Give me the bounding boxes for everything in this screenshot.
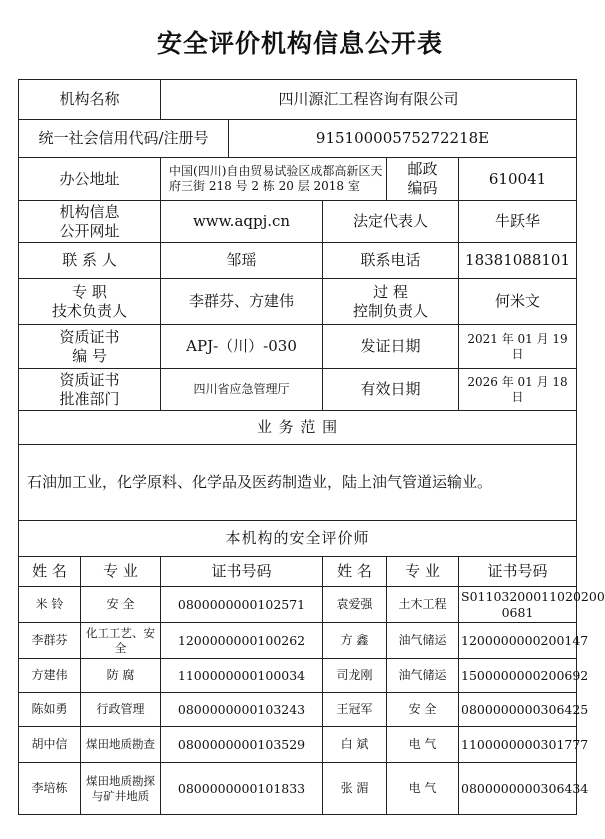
tech-lead-label-line-2: 技术负责人 bbox=[52, 301, 128, 320]
assessor-cert: 0800000000306425 bbox=[459, 693, 577, 727]
assessor-major: 油气储运 bbox=[387, 659, 459, 693]
contact-label: 联 系 人 bbox=[19, 243, 161, 279]
approve-dept-value: 四川省应急管理厅 bbox=[161, 369, 323, 411]
col-header-major-left: 专 业 bbox=[81, 557, 161, 587]
table-row bbox=[19, 659, 577, 693]
assessor-major: 煤田地质勘探与矿井地质 bbox=[81, 763, 161, 815]
legal-rep-value: 牛跃华 bbox=[459, 201, 577, 243]
process-lead-label bbox=[323, 279, 459, 325]
row-scope-header bbox=[19, 411, 577, 445]
assessor-major: 化工工艺、安全 bbox=[81, 623, 161, 659]
assessor-cert: 1100000000301777 bbox=[459, 727, 577, 763]
page-title: 安全评价机构信息公开表 bbox=[156, 29, 443, 58]
address-line-1: 中国(四川)自由贸易试验区成都高新区天 bbox=[169, 164, 383, 178]
credit-code-label: 统一社会信用代码/注册号 bbox=[19, 120, 229, 158]
tech-lead-value: 李群芬、方建伟 bbox=[161, 279, 323, 325]
assessor-cert-line-1: S01103200011020200 bbox=[461, 588, 605, 604]
website-label-line-2: 公开网址 bbox=[59, 221, 120, 240]
table-row bbox=[19, 623, 577, 659]
table-row bbox=[19, 587, 577, 623]
process-lead-label-line-2: 控制负责人 bbox=[353, 301, 429, 320]
col-header-cert-left: 证书号码 bbox=[161, 557, 323, 587]
assessor-name: 陈如勇 bbox=[19, 693, 81, 727]
assessor-cert-line-2: 0681 bbox=[501, 604, 534, 620]
approve-dept-label-line-1: 资质证书 bbox=[59, 370, 120, 389]
valid-date-value: 2026 年 01 月 18 日 bbox=[459, 369, 577, 411]
approve-dept-label-line-2: 批准部门 bbox=[59, 389, 120, 408]
assessor-cert: 0800000000103529 bbox=[161, 727, 323, 763]
assessor-name: 白 斌 bbox=[323, 727, 387, 763]
row-assessors-header bbox=[19, 521, 577, 557]
phone-label: 联系电话 bbox=[323, 243, 459, 279]
assessor-cert: 0800000000101833 bbox=[161, 763, 323, 815]
row-cert-no bbox=[19, 325, 577, 369]
table-row bbox=[19, 763, 577, 815]
assessor-cert: 1200000000100262 bbox=[161, 623, 323, 659]
cert-no-label-line-1: 资质证书 bbox=[59, 327, 120, 346]
assessor-major: 煤田地质勘查 bbox=[81, 727, 161, 763]
postal-label-line-2: 编码 bbox=[407, 179, 438, 197]
assessors-header: 本机构的安全评价师 bbox=[19, 521, 577, 557]
row-scope-text bbox=[19, 445, 577, 521]
assessor-name: 司龙刚 bbox=[323, 659, 387, 693]
col-header-cert-right: 证书号码 bbox=[459, 557, 577, 587]
legal-rep-label: 法定代表人 bbox=[323, 201, 459, 243]
assessor-major: 行政管理 bbox=[81, 693, 161, 727]
assessor-cert: 0800000000103243 bbox=[161, 693, 323, 727]
assessor-major: 电 气 bbox=[387, 763, 459, 815]
postal-label-line-1: 邮政 bbox=[407, 160, 438, 179]
issue-date-label: 发证日期 bbox=[323, 325, 459, 369]
website-label-line-1: 机构信息 bbox=[59, 202, 120, 221]
website-label bbox=[19, 201, 161, 243]
assessor-major: 电 气 bbox=[387, 727, 459, 763]
assessor-major: 安 全 bbox=[387, 693, 459, 727]
valid-date-label: 有效日期 bbox=[323, 369, 459, 411]
col-header-major-right: 专 业 bbox=[387, 557, 459, 587]
postal-code-value: 610041 bbox=[459, 158, 577, 201]
assessor-major: 防 腐 bbox=[81, 659, 161, 693]
row-org-name bbox=[19, 80, 577, 120]
assessor-name: 方 鑫 bbox=[323, 623, 387, 659]
assessor-name: 胡中信 bbox=[19, 727, 81, 763]
assessor-cert: 0800000000102571 bbox=[161, 587, 323, 623]
cert-no-label bbox=[19, 325, 161, 369]
row-contact bbox=[19, 243, 577, 279]
table-row bbox=[19, 693, 577, 727]
assessor-name: 张 湄 bbox=[323, 763, 387, 815]
process-lead-value: 何米文 bbox=[459, 279, 577, 325]
postal-code-label bbox=[387, 158, 459, 201]
assessor-cert bbox=[459, 587, 605, 623]
scope-header: 业 务 范 围 bbox=[19, 411, 577, 445]
credit-code-value: 91510000575272218E bbox=[229, 120, 577, 158]
row-leads bbox=[19, 279, 577, 325]
assessor-name: 米 铃 bbox=[19, 587, 81, 623]
assessor-name: 方建伟 bbox=[19, 659, 81, 693]
assessors-column-headers bbox=[19, 557, 577, 587]
assessor-cert: 1100000000100034 bbox=[161, 659, 323, 693]
col-header-name-right: 姓 名 bbox=[323, 557, 387, 587]
address-value bbox=[161, 158, 387, 201]
table-row bbox=[19, 727, 577, 763]
assessor-cert: 0800000000306434 bbox=[459, 763, 577, 815]
issue-date-value: 2021 年 01 月 19 日 bbox=[459, 325, 577, 369]
phone-value: 18381088101 bbox=[459, 243, 577, 279]
website-value: www.aqpj.cn bbox=[161, 201, 323, 243]
process-lead-label-line-1: 过 程 bbox=[373, 282, 408, 301]
row-credit-code bbox=[19, 120, 577, 158]
assessor-major: 土木工程 bbox=[387, 587, 459, 623]
assessor-major: 油气储运 bbox=[387, 623, 459, 659]
org-name-value: 四川源汇工程咨询有限公司 bbox=[161, 80, 577, 120]
cert-no-value: APJ-（川）-030 bbox=[161, 325, 323, 369]
contact-value: 邹瑶 bbox=[161, 243, 323, 279]
assessor-cert: 1200000000200147 bbox=[459, 623, 577, 659]
assessor-name: 袁爱强 bbox=[323, 587, 387, 623]
col-header-name-left: 姓 名 bbox=[19, 557, 81, 587]
row-approve-dept bbox=[19, 369, 577, 411]
assessor-name: 王冠军 bbox=[323, 693, 387, 727]
tech-lead-label-line-1: 专 职 bbox=[72, 282, 107, 301]
scope-text: 石油加工业，化学原料、化学品及医药制造业，陆上油气管道运输业。 bbox=[19, 445, 577, 521]
info-table bbox=[18, 79, 605, 815]
address-label: 办公地址 bbox=[19, 158, 161, 201]
assessor-name: 李群芬 bbox=[19, 623, 81, 659]
assessor-name: 李培栋 bbox=[19, 763, 81, 815]
tech-lead-label bbox=[19, 279, 161, 325]
approve-dept-label bbox=[19, 369, 161, 411]
row-address bbox=[19, 158, 577, 201]
cert-no-label-line-2: 编 号 bbox=[72, 346, 107, 365]
org-name-label: 机构名称 bbox=[19, 80, 161, 120]
assessor-major: 安 全 bbox=[81, 587, 161, 623]
row-website bbox=[19, 201, 577, 243]
address-line-2: 府三街 218 号 2 栋 20 层 2018 室 bbox=[169, 179, 360, 193]
assessor-cert: 1500000000200692 bbox=[459, 659, 577, 693]
